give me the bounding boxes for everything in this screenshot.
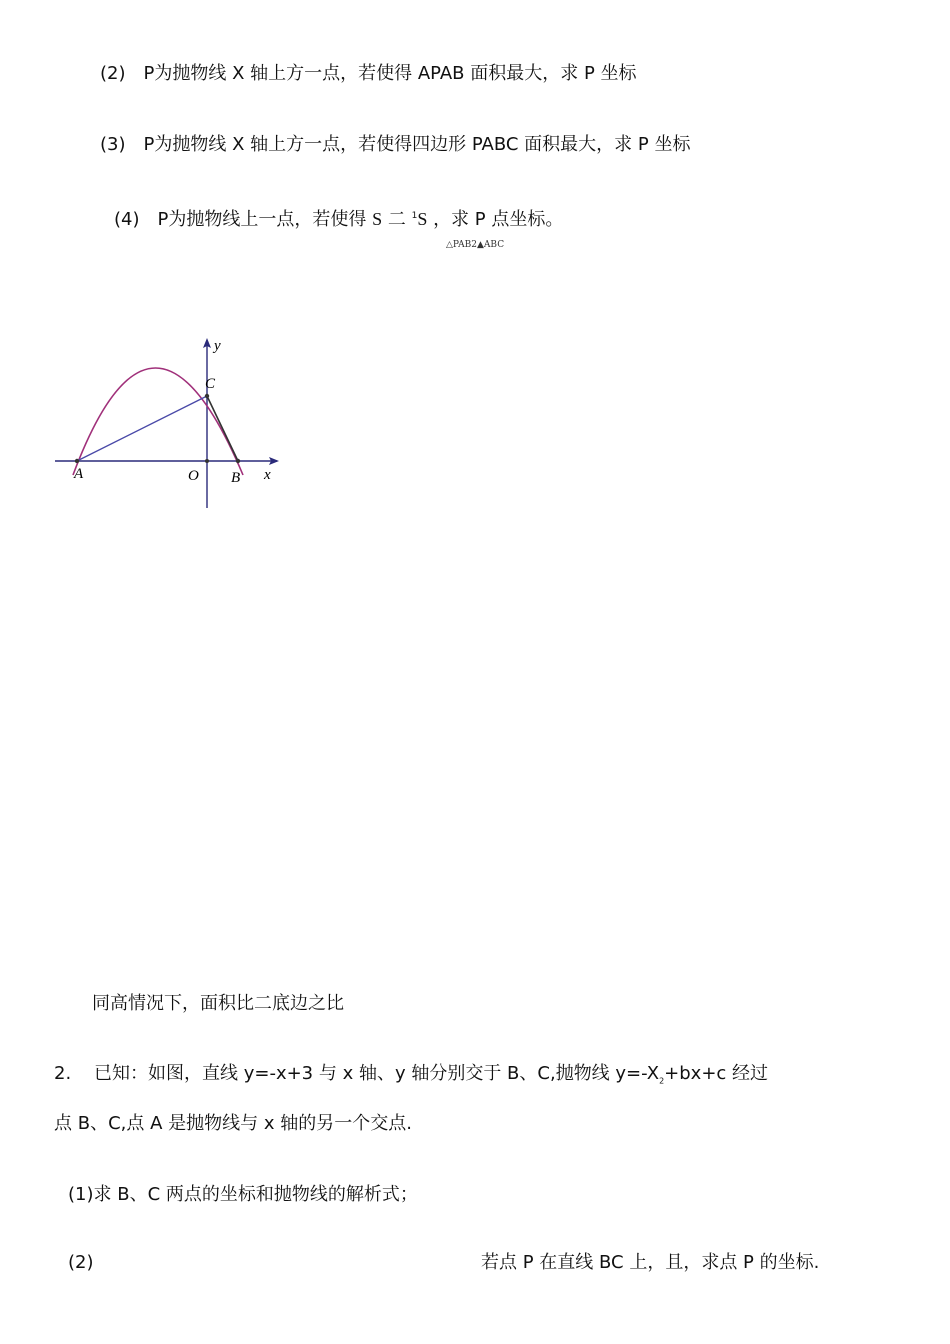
question-4: [114, 204, 563, 232]
label-b: B: [231, 470, 241, 486]
point-c: [205, 394, 209, 398]
parabola-figure: [50, 330, 290, 515]
formula-subscript: △PAB2▲ABC: [446, 240, 505, 250]
label-x: x: [264, 467, 271, 483]
label-y: y: [214, 338, 221, 354]
formula-sup: 1: [411, 211, 418, 221]
label-c: C: [205, 376, 216, 392]
formula-s2: S: [417, 209, 428, 229]
problem-2-line-2: 点 B、C,点 A 是抛物线与 x 轴的另一个交点.: [54, 1113, 412, 1134]
point-a: [75, 459, 79, 463]
problem-2-text-a: 已知：如图，直线 y=-x+3 与 x 轴、y 轴分别交于 B、C,抛物线 y=-X: [94, 1063, 660, 1084]
segment-ac: [77, 396, 207, 461]
point-b: [236, 459, 240, 463]
problem-2-line-1: [54, 1062, 768, 1094]
problem-2-question-1: (1)求 B、C 两点的坐标和抛物线的解析式；: [68, 1184, 418, 1205]
point-o: [205, 459, 209, 463]
question-4-suffix: ，求 P 点坐标。: [433, 209, 564, 230]
problem-2-question-2-label: (2): [68, 1252, 94, 1273]
problem-2-question-2-text: 若点 P 在直线 BC 上，且，求点 P 的坐标.: [481, 1252, 820, 1273]
problem-2-text-b: +bx+c 经过: [664, 1063, 769, 1084]
segment-cb: [207, 396, 238, 461]
question-4-prefix: (4) P为抛物线上一点，若使得: [114, 209, 367, 230]
formula-s: S: [372, 209, 383, 229]
label-a: A: [74, 466, 84, 482]
question-2: (2) P为抛物线 X 轴上方一点，若使得 APAB 面积最大，求 P 坐标: [100, 63, 637, 84]
formula-eq: 二: [387, 209, 406, 230]
parabola-curve: [73, 368, 243, 475]
area-ratio-note: 同高情况下，面积比二底边之比: [92, 993, 344, 1014]
label-o: O: [188, 468, 199, 484]
problem-2-exponent: 2: [659, 1076, 665, 1086]
problem-number: 2.: [54, 1063, 72, 1084]
question-3: (3) P为抛物线 X 轴上方一点，若使得四边形 PABC 面积最大，求 P 坐标: [100, 134, 691, 155]
